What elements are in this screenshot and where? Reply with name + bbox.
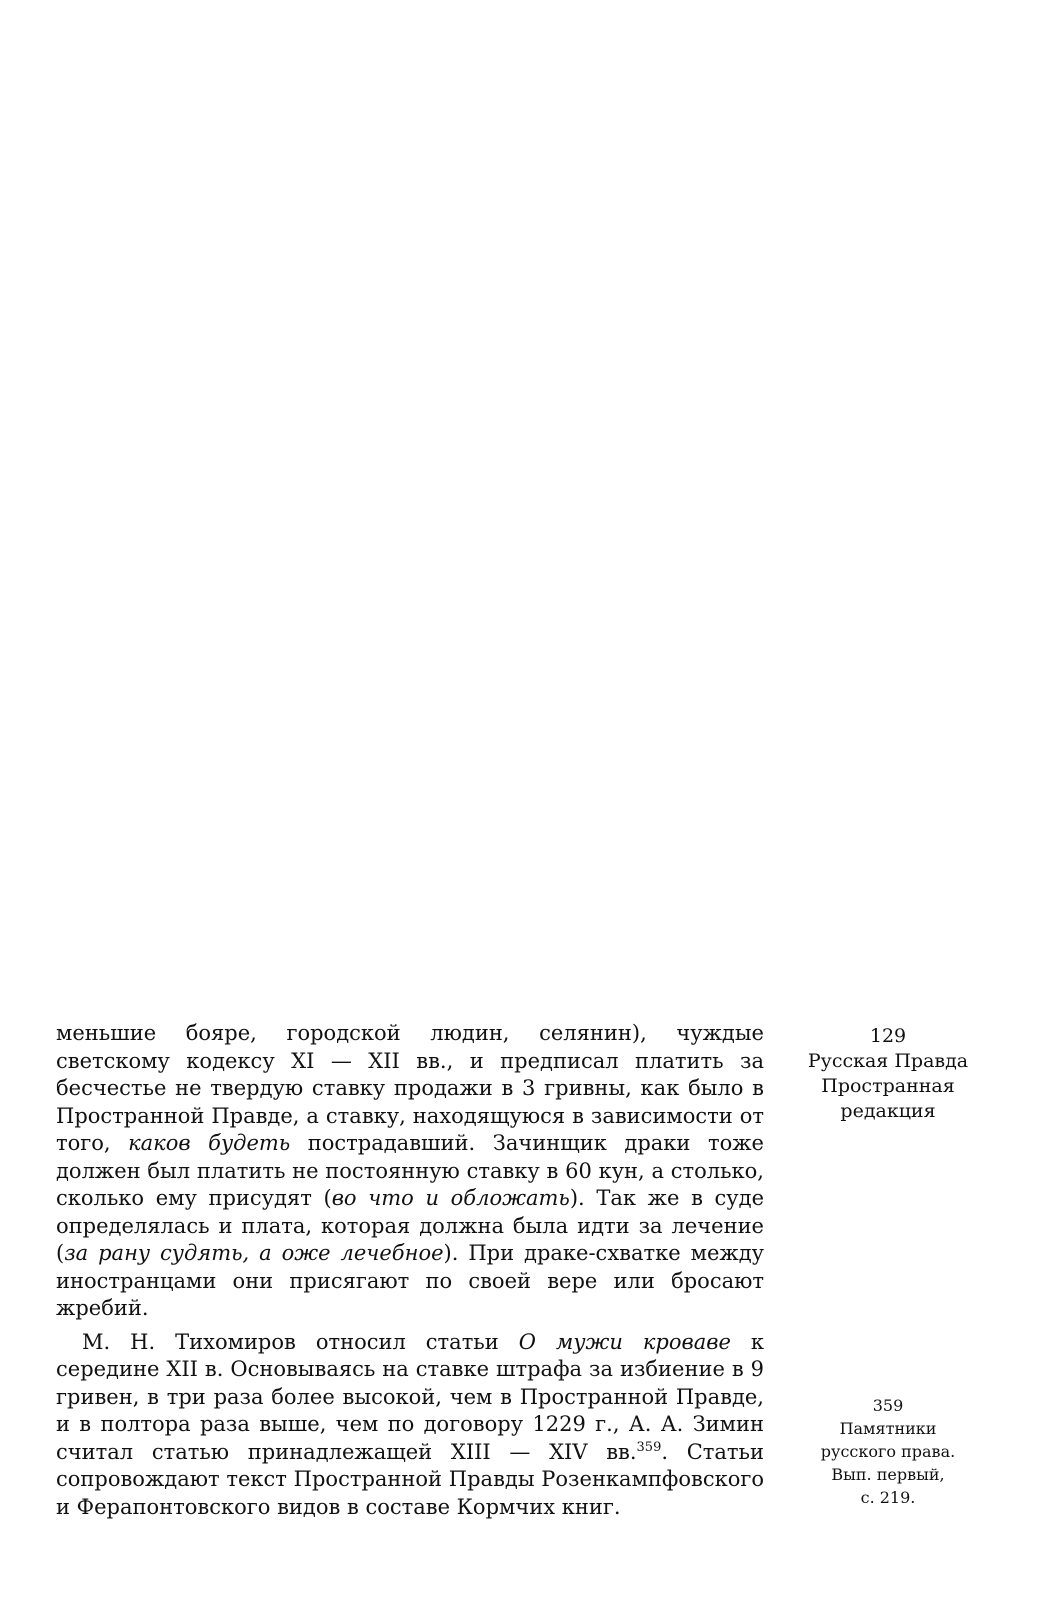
p1-text-3: ). Так же в суде определялась и плата, которая должна была идти за лечение ( [56,1186,765,1265]
p2-text-3: . Статьи сопровождают текст Пространной Правды Розенкампфовского и Ферапонтовского видов в составе Кормчих книг. [56,1439,764,1519]
paragraph-1 [56,1020,764,1323]
main-text-column [56,1020,764,1521]
note-359-line: с. 219. [860,1488,916,1507]
note-129-number: 129 [869,1025,907,1047]
p1-italic-3: за рану судять, а оже лечебное [64,1241,444,1265]
p1-italic-1: каков будеть [128,1131,291,1155]
note-129-line: редакция [840,1100,936,1122]
note-129-line: Пространная [821,1075,955,1097]
p2-text-2: к середине XII в. Основываясь на ставке штрафа за избиение в 9 гривен, в три раза более высокой, чем в Пространной Правде, и в полтора раза выше, чем по договору 1229 г., А. А. Зимин считал статью принадлежащей XIII — XIV вв. [56,1329,765,1464]
footnote-ref-359: 359 [636,1439,662,1455]
paragraph-2 [56,1329,764,1522]
p1-italic-2: во что и обложать [331,1186,570,1210]
p2-italic-1: О мужи кровавe [518,1329,731,1354]
p2-text-1: М. Н. Тихомиров относил статьи [82,1329,519,1354]
p1-text-4: ). При драке-схватке между иностранцами они присягают по своей вере или бросают жребий. [56,1241,764,1320]
note-359-line: русского права. [820,1442,956,1461]
p1-text-2: пострадавший. Зачинщик драки тоже должен был платить не постоянную ставку в 60 кун, а столько, сколько ему присудят ( [56,1131,764,1210]
margin-note-359 [800,1394,976,1509]
note-359-number: 359 [872,1396,904,1415]
note-129-line: Русская Правда [807,1050,969,1072]
note-359-line: Вып. первый, [831,1465,945,1484]
note-359-line: Памятники [839,1419,937,1438]
margin-note-129 [800,1024,976,1124]
p1-text-1: меньшие бояре, городской людин, селянин), чуждые светскому кодексу XI — XII вв., и предписал платить за бесчестье не твердую ставку продажи в 3 гривны, как было в Пространной Правде, а ставку, находящуюся в зависимости от того, [56,1021,764,1155]
